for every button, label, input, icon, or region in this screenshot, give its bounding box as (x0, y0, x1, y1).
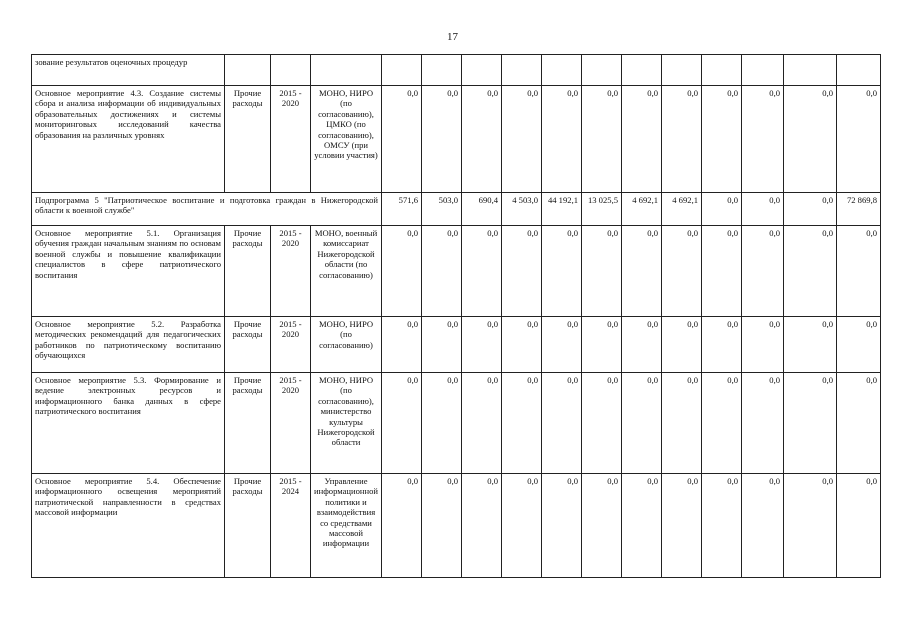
value-cell: 0,0 (662, 474, 702, 578)
value-cell: 72 869,8 (837, 193, 881, 226)
row-description: Основное мероприятие 5.1. Организация обучения граждан начальным знаниям по основам военной службы и повышение квалификации специалистов в сфере патриотического воспитания (32, 226, 225, 317)
row-description: Основное мероприятие 5.4. Обеспечение информационного освещения мероприятий патриотической направленности в средствах массовой информации (32, 474, 225, 578)
value-cell: 0,0 (382, 317, 422, 373)
value-cell: 0,0 (542, 86, 582, 193)
value-cell: 0,0 (784, 373, 837, 474)
value-cell: 0,0 (502, 226, 542, 317)
value-cell: 0,0 (837, 474, 881, 578)
value-cell: 0,0 (702, 86, 742, 193)
executor: МОНО, военный комиссариат Нижегородской области (по согласованию) (311, 226, 382, 317)
value-cell: 13 025,5 (582, 193, 622, 226)
value-cell: 0,0 (622, 474, 662, 578)
expense-type: Прочие расходы (225, 226, 271, 317)
value-cell: 0,0 (784, 226, 837, 317)
value-cell: 0,0 (742, 193, 784, 226)
period: 2015 - 2020 (271, 226, 311, 317)
table-row (32, 193, 881, 226)
period: 2015 - 2020 (271, 373, 311, 474)
value-cell: 0,0 (742, 226, 784, 317)
value-cell: 4 692,1 (622, 193, 662, 226)
page-number: 17 (447, 31, 458, 43)
value-cell: 0,0 (582, 317, 622, 373)
executor: МОНО, НИРО (по согласованию) (311, 317, 382, 373)
value-cell: 0,0 (662, 226, 702, 317)
value-cell: 0,0 (422, 373, 462, 474)
expense-type: Прочие расходы (225, 86, 271, 193)
value-cell: 503,0 (422, 193, 462, 226)
value-cell: 0,0 (837, 317, 881, 373)
period: 2015 - 2020 (271, 317, 311, 373)
table-row (32, 55, 881, 86)
value-cell: 0,0 (582, 474, 622, 578)
period: 2015 - 2024 (271, 474, 311, 578)
value-cell: 0,0 (462, 226, 502, 317)
table-row (32, 86, 881, 193)
value-cell: 0,0 (622, 226, 662, 317)
expense-type: Прочие расходы (225, 317, 271, 373)
value-cell: 0,0 (542, 226, 582, 317)
value-cell: 0,0 (502, 86, 542, 193)
table-row (32, 373, 881, 474)
row-description: Основное мероприятие 5.3. Формирование и ведение электронных ресурсов и информационного банка данных в сфере патриотического воспитания (32, 373, 225, 474)
budget-table (31, 54, 881, 578)
value-cell: 0,0 (662, 86, 702, 193)
value-cell: 44 192,1 (542, 193, 582, 226)
value-cell: 0,0 (582, 86, 622, 193)
value-cell: 0,0 (462, 474, 502, 578)
value-cell: 0,0 (662, 317, 702, 373)
value-cell: 0,0 (742, 474, 784, 578)
value-cell: 0,0 (662, 373, 702, 474)
row-description: зование результатов оценочных процедур (32, 55, 225, 86)
subprogram-title: Подпрограмма 5 "Патриотическое воспитание и подготовка граждан в Нижегородской области к военной службе" (32, 193, 382, 226)
value-cell: 0,0 (582, 373, 622, 474)
executor: Управление информационной политики и взаимодействия со средствами массовой информации (311, 474, 382, 578)
value-cell: 0,0 (422, 317, 462, 373)
value-cell: 0,0 (622, 373, 662, 474)
value-cell: 571,6 (382, 193, 422, 226)
value-cell: 0,0 (702, 317, 742, 373)
value-cell: 0,0 (837, 373, 881, 474)
value-cell: 0,0 (742, 317, 784, 373)
table-row (32, 226, 881, 317)
value-cell: 0,0 (784, 86, 837, 193)
value-cell: 0,0 (837, 226, 881, 317)
value-cell: 0,0 (622, 86, 662, 193)
value-cell: 0,0 (382, 86, 422, 193)
table-row (32, 317, 881, 373)
value-cell: 0,0 (702, 373, 742, 474)
row-description: Основное мероприятие 5.2. Разработка методических рекомендаций для педагогических работников по патриотическому воспитанию обучающихся (32, 317, 225, 373)
executor: МОНО, НИРО (по согласованию), ЦМКО (по согласованию), ОМСУ (при условии участия) (311, 86, 382, 193)
value-cell: 0,0 (542, 317, 582, 373)
value-cell: 0,0 (382, 226, 422, 317)
row-description: Основное мероприятие 4.3. Создание системы сбора и анализа информации об индивидуальных образовательных достижениях и системы мониторинговых исследований качества образования на различных уровнях (32, 86, 225, 193)
value-cell: 0,0 (784, 474, 837, 578)
value-cell: 0,0 (702, 193, 742, 226)
value-cell: 0,0 (622, 317, 662, 373)
value-cell: 0,0 (502, 373, 542, 474)
value-cell: 0,0 (542, 373, 582, 474)
value-cell: 0,0 (462, 373, 502, 474)
value-cell: 0,0 (784, 193, 837, 226)
expense-type: Прочие расходы (225, 373, 271, 474)
value-cell: 0,0 (742, 86, 784, 193)
value-cell: 0,0 (422, 226, 462, 317)
value-cell: 0,0 (784, 317, 837, 373)
value-cell: 0,0 (382, 474, 422, 578)
value-cell: 0,0 (702, 226, 742, 317)
expense-type: Прочие расходы (225, 474, 271, 578)
value-cell: 0,0 (462, 86, 502, 193)
value-cell: 0,0 (502, 474, 542, 578)
period: 2015 - 2020 (271, 86, 311, 193)
table-row (32, 474, 881, 578)
value-cell: 0,0 (382, 373, 422, 474)
value-cell: 0,0 (542, 474, 582, 578)
value-cell: 0,0 (582, 226, 622, 317)
value-cell: 0,0 (422, 474, 462, 578)
value-cell: 690,4 (462, 193, 502, 226)
value-cell: 0,0 (742, 373, 784, 474)
value-cell: 4 692,1 (662, 193, 702, 226)
value-cell: 0,0 (702, 474, 742, 578)
value-cell: 0,0 (502, 317, 542, 373)
value-cell: 0,0 (837, 86, 881, 193)
value-cell: 0,0 (422, 86, 462, 193)
executor: МОНО, НИРО (по согласованию), министерство культуры Нижегородской области (311, 373, 382, 474)
value-cell: 0,0 (462, 317, 502, 373)
value-cell: 4 503,0 (502, 193, 542, 226)
